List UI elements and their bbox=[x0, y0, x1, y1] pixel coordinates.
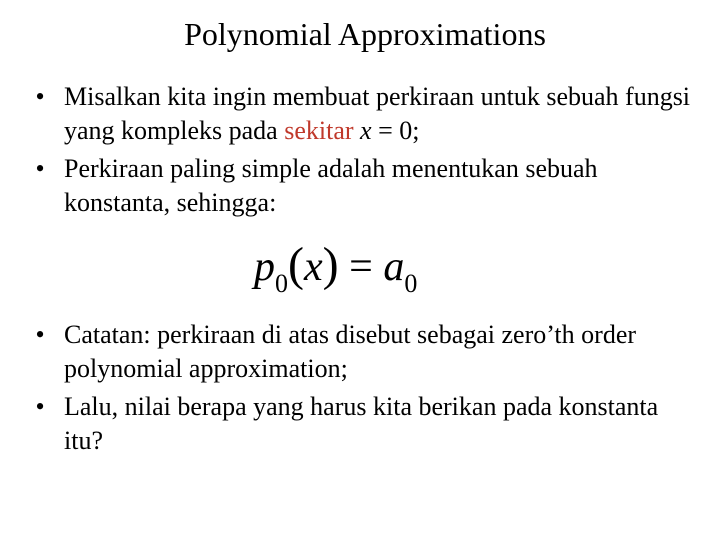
equation-open-paren: ( bbox=[288, 238, 304, 291]
bullet-1-highlight: sekitar bbox=[284, 116, 354, 145]
bullet-item-1 bbox=[30, 80, 700, 148]
bullet-1-part3: = 0; bbox=[371, 116, 420, 145]
bullet-1-variable: x bbox=[360, 116, 372, 145]
bullet-item-3 bbox=[30, 318, 700, 386]
bullet-list-bottom bbox=[30, 318, 700, 458]
equation-function-subscript: 0 bbox=[275, 269, 288, 298]
bullet-3-text: Catatan: perkiraan di atas disebut sebagai zero’th order polynomial approximation; bbox=[64, 320, 637, 383]
bullet-1-text bbox=[64, 82, 690, 145]
bullet-dot: • bbox=[35, 82, 45, 111]
bullet-list-top bbox=[30, 80, 700, 220]
equation-constant-subscript: 0 bbox=[404, 269, 418, 298]
equation-function: p bbox=[254, 244, 275, 290]
bullet-item-4 bbox=[30, 390, 700, 458]
slide-title: Polynomial Approximations bbox=[184, 16, 546, 52]
equation-constant: a bbox=[383, 244, 405, 290]
bullet-item-2 bbox=[30, 152, 700, 220]
equation-variable: x bbox=[303, 244, 323, 290]
bullet-dot: • bbox=[35, 320, 45, 349]
equation-close-paren: ) bbox=[322, 238, 339, 291]
bullet-dot: • bbox=[35, 392, 45, 421]
equation bbox=[254, 240, 417, 300]
bullet-4-text: Lalu, nilai berapa yang harus kita berikan pada konstanta itu? bbox=[64, 392, 659, 455]
equation-equals: = bbox=[349, 244, 373, 290]
bullet-dot: • bbox=[35, 154, 45, 183]
bullet-2-text: Perkiraan paling simple adalah menentukan sebuah konstanta, sehingga: bbox=[64, 154, 598, 217]
bullet-1-part1: Misalkan kita ingin membuat perkiraan untuk sebuah fungsi yang kompleks pada bbox=[64, 82, 691, 145]
